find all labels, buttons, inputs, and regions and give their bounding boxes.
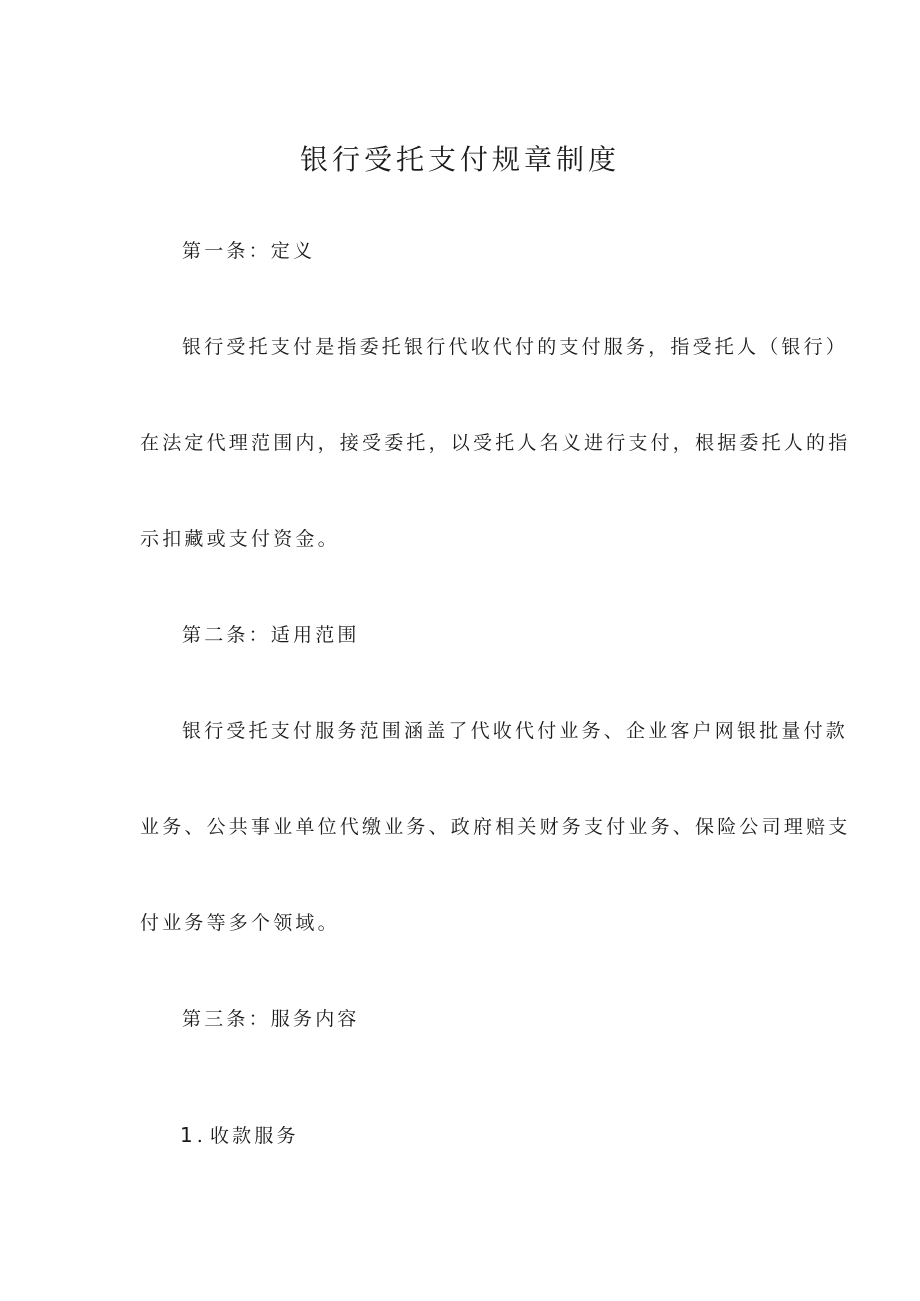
list-item-number: 1 bbox=[180, 1123, 193, 1147]
document-title: 银行受托支付规章制度 bbox=[299, 143, 620, 176]
section-1-paragraph-line-3: 示扣藏或支付资金。 bbox=[140, 528, 340, 550]
section-3-heading: 第三条：服务内容 bbox=[182, 1008, 360, 1030]
section-1-paragraph-line-1: 银行受托支付是指委托银行代收代付的支付服务，指受托人（银行） bbox=[182, 336, 849, 358]
section-2-paragraph-line-2: 业务、公共事业单位代缴业务、政府相关财务支付业务、保险公司理赔支 bbox=[140, 816, 851, 838]
section-2-paragraph-line-3: 付业务等多个领域。 bbox=[140, 912, 340, 934]
section-1-paragraph-line-2: 在法定代理范围内，接受委托，以受托人名义进行支付，根据委托人的指 bbox=[140, 432, 851, 454]
section-2-paragraph-line-1: 银行受托支付服务范围涵盖了代收代付业务、企业客户网银批量付款 bbox=[182, 720, 849, 742]
list-item bbox=[180, 1120, 830, 1151]
section-2-heading: 第二条：适用范围 bbox=[182, 624, 360, 646]
list-item-separator: . bbox=[196, 1125, 206, 1147]
list-item-label: 收款服务 bbox=[209, 1125, 299, 1147]
section-1-heading: 第一条：定义 bbox=[182, 240, 316, 262]
